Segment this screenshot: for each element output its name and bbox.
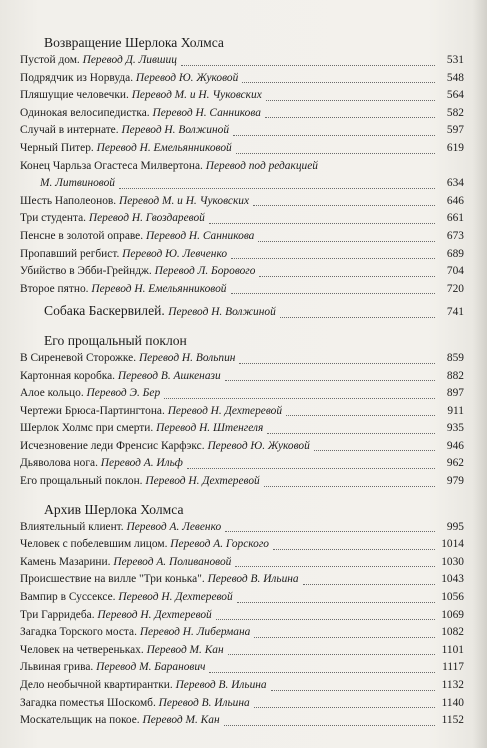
entry-title: Пропавший регбист. [20, 247, 120, 260]
entry-text [20, 473, 260, 491]
entry-text [20, 536, 269, 554]
entry-translator: Перевод Ю. Жуковой [135, 71, 239, 84]
entry-title: Пенсне в золотой оправе. [20, 229, 144, 242]
toc-entry [20, 385, 464, 403]
entry-title: Конец Чарльза Огастеса Милвертона. [20, 159, 203, 172]
entry-translator: Перевод Н. Волжиной [168, 306, 276, 319]
section-heading-archive: Архив Шерлока Холмса [44, 501, 184, 517]
toc-entry [20, 158, 464, 193]
leader-dots [231, 258, 435, 259]
entry-text [20, 659, 205, 677]
entry-translator: Перевод Н. Дехтеревой [145, 475, 260, 488]
entry-translator: Перевод М. Кан [146, 643, 224, 656]
entry-line-2 [20, 175, 464, 193]
entry-title: Исчезновение леди Френсис Карфэкс. [20, 439, 205, 452]
entry-translator: Перевод А. Поливановой [113, 555, 232, 568]
entry-title: Картонная коробка. [20, 369, 116, 382]
table-of-contents [20, 34, 464, 730]
toc-entry [20, 52, 464, 70]
entry-text [20, 210, 205, 228]
leader-dots [236, 153, 435, 154]
entry-translator: Перевод М. и Н. Чуковских [119, 194, 250, 207]
toc-entry [20, 350, 464, 368]
entry-text [20, 712, 220, 730]
entry-title: Три студента. [20, 212, 86, 225]
entry-translator: Перевод под редакцией [205, 159, 318, 172]
leader-dots [254, 637, 435, 638]
leader-dots [181, 65, 435, 66]
leader-dots [187, 468, 435, 469]
entry-page-number: 1030 [441, 555, 464, 568]
entry-translator: Перевод Ю. Левченко [122, 247, 228, 260]
leader-dots [233, 135, 435, 136]
toc-entry [20, 519, 464, 537]
toc-entry [20, 420, 464, 438]
entry-text [20, 122, 229, 140]
entry-page-number: 946 [446, 439, 464, 452]
entry-text [20, 420, 263, 438]
entry-page-number: 661 [446, 212, 464, 225]
entry-page-number: 548 [446, 71, 464, 84]
entry-title: Вампир в Суссексе. [20, 591, 116, 604]
section-list-returns [20, 52, 464, 298]
toc-entry-hound [20, 304, 464, 322]
leader-dots [235, 566, 435, 567]
leader-dots [216, 619, 435, 620]
entry-title: Дело необычной квартирантки. [20, 679, 173, 691]
entry-page-number: 1082 [441, 626, 464, 639]
toc-entry [20, 210, 464, 228]
entry-translator: Перевод Н. Емельянниковой [96, 141, 232, 154]
entry-line-1 [20, 158, 464, 176]
leader-dots [286, 415, 435, 416]
toc-entry [20, 642, 464, 660]
entry-page-number: 859 [446, 351, 464, 364]
toc-entry [20, 589, 464, 607]
toc-entry [20, 403, 464, 421]
entry-translator: Перевод Н. Дехтеревой [167, 404, 283, 417]
leader-dots [237, 602, 435, 603]
section-heading-bow: Его прощальный поклон [44, 332, 187, 348]
section-heading-returns: Возвращение Шерлока Холмса [44, 35, 224, 50]
entry-page-number: 646 [446, 194, 464, 207]
toc-entry [20, 712, 464, 730]
entry-page-number: 911 [447, 404, 464, 417]
entry-translator-cont: М. Литвиновой [40, 177, 115, 190]
entry-text [20, 607, 212, 625]
leader-dots [242, 82, 435, 83]
leader-dots [228, 654, 435, 655]
entry-text [20, 52, 177, 70]
entry-translator: Перевод Ю. Жуковой [207, 439, 310, 452]
entry-title-hound: Собака Баскервилей. Перевод Н. Волжиной [44, 303, 276, 319]
entry-translator: Перевод Н. Дехтеревой [118, 591, 233, 604]
entry-text [20, 677, 267, 695]
toc-entry [20, 571, 464, 589]
entry-page-number: 1140 [441, 696, 464, 709]
toc-entry [20, 281, 464, 299]
entry-title: Алое кольцо. [20, 387, 84, 400]
toc-entry [20, 659, 464, 677]
leader-dots [273, 549, 435, 550]
entry-translator: Перевод В. Ильина [175, 679, 267, 691]
entry-translator: Перевод Н. Либермана [139, 626, 251, 639]
entry-page-number: 619 [446, 141, 464, 154]
entry-translator: Перевод Э. Бер [86, 387, 161, 400]
leader-dots [119, 188, 435, 189]
entry-translator: Перевод Н. Емельянниковой [91, 282, 227, 295]
entry-page-number: 564 [446, 89, 464, 102]
toc-entry [20, 263, 464, 281]
leader-dots [209, 223, 435, 224]
entry-translator: Перевод Л. Борового [154, 265, 256, 278]
entry-text [20, 140, 232, 158]
entry-text [20, 193, 249, 211]
entry-text [20, 571, 299, 589]
entry-translator: Перевод М. Кан [142, 714, 220, 727]
entry-page-number: 1069 [441, 608, 464, 621]
entry-title: Львиная грива. [20, 661, 94, 674]
entry-text [20, 455, 183, 473]
entry-text [20, 695, 250, 713]
leader-dots [239, 363, 435, 364]
entry-translator: Перевод Д. Лившиц [82, 54, 177, 66]
entry-text [20, 368, 221, 386]
entry-title: Москательщик на покое. [20, 714, 140, 727]
entry-translator: Перевод М. Баранович [96, 661, 206, 674]
entry-page-number: 995 [446, 520, 464, 533]
entry-page-number: 1132 [441, 679, 464, 691]
leader-dots [258, 241, 435, 242]
leader-dots [259, 276, 435, 277]
entry-translator: Перевод А. Ильф [100, 457, 183, 470]
toc-entry [20, 624, 464, 642]
entry-title: Происшествие на вилле "Три конька". [20, 573, 205, 586]
entry-text [20, 87, 262, 105]
entry-title: Его прощальный поклон. [20, 475, 143, 488]
toc-entry [20, 607, 464, 625]
leader-dots [254, 707, 435, 708]
entry-translator: Перевод В. Ашкенази [117, 369, 221, 382]
entry-title: Подрядчик из Норвуда. [20, 71, 134, 84]
entry-title: Одинокая велосипедистка. [20, 106, 150, 119]
entry-page-number: 1043 [441, 573, 464, 586]
entry-text [20, 642, 224, 660]
leader-dots [264, 486, 435, 487]
entry-translator: Перевод М. и Н. Чуковских [131, 89, 262, 102]
entry-translator: Перевод Н. Штенгеля [156, 422, 264, 435]
leader-dots [164, 398, 435, 399]
entry-translator: Перевод А. Горского [170, 538, 269, 551]
entry-page-number: 897 [446, 387, 464, 400]
entry-title: Черный Питер. [20, 141, 94, 154]
toc-entry [20, 122, 464, 140]
entry-text [20, 105, 261, 123]
leader-dots [303, 584, 435, 585]
entry-page-number: 1152 [441, 714, 464, 727]
entry-page-number: 1014 [441, 538, 464, 551]
leader-dots [280, 317, 435, 318]
entry-translator: Перевод Н. Гвоздаревой [88, 212, 205, 225]
entry-page-number: 962 [446, 457, 464, 470]
leader-dots [225, 380, 435, 381]
section-list-bow [20, 350, 464, 491]
toc-entry [20, 105, 464, 123]
entry-page-number: 882 [446, 369, 464, 382]
toc-entry [20, 193, 464, 211]
entry-title: Три Гарридеба. [20, 608, 95, 621]
entry-title: Человек с побелевшим лицом. [20, 538, 168, 551]
entry-translator: Перевод Н. Волжиной [121, 124, 230, 137]
toc-entry [20, 228, 464, 246]
entry-text [20, 281, 227, 299]
entry-text [20, 70, 238, 88]
entry-page-number: 673 [446, 229, 464, 242]
entry-text [20, 624, 250, 642]
entry-title: Пляшущие человечки. [20, 89, 129, 102]
entry-title: Случай в интернате. [20, 124, 119, 137]
entry-text [20, 385, 160, 403]
entry-page-number: 582 [446, 106, 464, 119]
leader-dots [231, 293, 436, 294]
toc-entry [20, 455, 464, 473]
entry-title: Шерлок Холмс при смерти. [20, 422, 154, 435]
entry-title: Камень Мазарини. [20, 555, 111, 568]
entry-title: Второе пятно. [20, 282, 89, 295]
entry-title: Пустой дом. [20, 54, 80, 66]
entry-page-number: 597 [446, 124, 464, 137]
entry-page-number: 720 [446, 282, 464, 295]
entry-text [20, 350, 235, 368]
entry-page-number: 1101 [441, 643, 464, 656]
entry-page-number: 531 [446, 54, 464, 66]
entry-translator: Перевод В. Ильина [207, 573, 299, 586]
leader-dots [314, 450, 435, 451]
entry-page-number: 741 [446, 306, 464, 319]
entry-translator: Перевод Н. Санникова [152, 106, 261, 119]
entry-text [20, 554, 231, 572]
leader-dots [265, 117, 435, 118]
entry-translator: Перевод Н. Санникова [145, 229, 255, 242]
toc-entry [20, 368, 464, 386]
entry-text [20, 438, 310, 456]
entry-text [20, 589, 233, 607]
section-list-archive [20, 519, 464, 730]
toc-entry [20, 536, 464, 554]
leader-dots [209, 672, 435, 673]
entry-translator: Перевод Н. Вольпин [138, 351, 236, 364]
entry-page-number: 689 [446, 247, 464, 260]
entry-text [20, 263, 255, 281]
entry-page-number: 1117 [442, 661, 464, 674]
entry-text [20, 519, 221, 537]
entry-title: В Сиреневой Сторожке. [20, 351, 137, 364]
entry-title: Чертежи Брюса-Партингтона. [20, 404, 165, 417]
toc-entry [20, 554, 464, 572]
entry-translator: Перевод Н. Дехтеревой [97, 608, 212, 621]
entry-title: Убийство в Эбби-Грейндж. [20, 265, 152, 278]
entry-text [20, 228, 254, 246]
toc-entry [20, 438, 464, 456]
entry-title: Влиятельный клиент. [20, 520, 124, 533]
leader-dots [271, 690, 435, 691]
toc-entry [20, 87, 464, 105]
entry-title: Дьяволова нога. [20, 457, 98, 470]
leader-dots [225, 531, 435, 532]
entry-title: Загадка поместья Шоскомб. [20, 696, 156, 709]
entry-page-number: 634 [446, 177, 464, 190]
entry-title: Шесть Наполеонов. [20, 194, 117, 207]
toc-entry [20, 70, 464, 88]
entry-page-number: 1056 [441, 591, 464, 604]
entry-page-number: 704 [446, 265, 464, 278]
entry-page-number: 979 [446, 475, 464, 488]
page-edge-shadow [473, 0, 487, 748]
entry-title: Человек на четвереньках. [20, 643, 144, 656]
leader-dots [266, 100, 435, 101]
entry-title: Загадка Торского моста. [20, 626, 137, 639]
leader-dots [224, 725, 435, 726]
toc-entry [20, 695, 464, 713]
toc-entry [20, 140, 464, 158]
leader-dots [267, 433, 435, 434]
entry-translator: Перевод В. Ильина [158, 696, 250, 709]
entry-text [20, 403, 282, 421]
entry-page-number: 935 [446, 422, 464, 435]
toc-entry [20, 677, 464, 695]
leader-dots [253, 205, 435, 206]
toc-entry [20, 473, 464, 491]
entry-text [20, 246, 227, 264]
toc-entry [20, 246, 464, 264]
entry-translator: Перевод А. Левенко [126, 520, 222, 533]
